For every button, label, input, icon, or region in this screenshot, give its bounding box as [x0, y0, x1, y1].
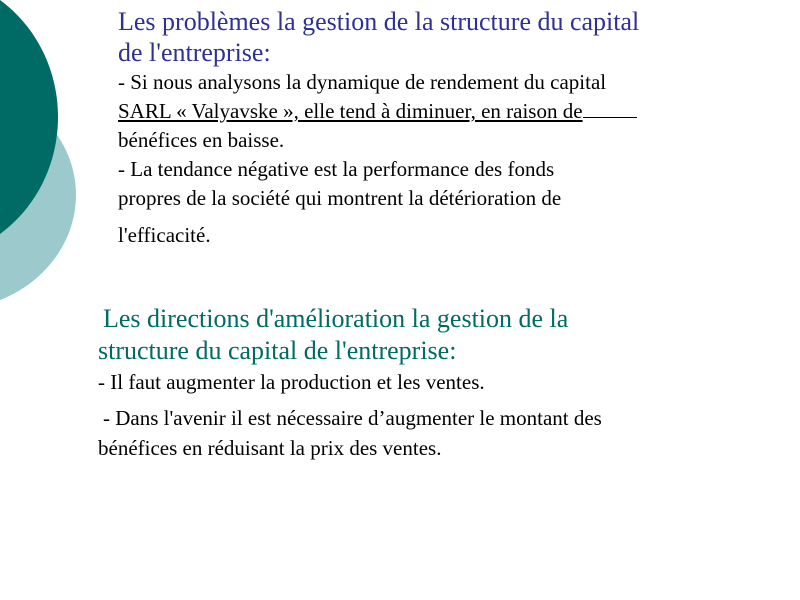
problems-title-line1: Les problèmes la gestion de la structure du capital: [118, 7, 640, 36]
problems-title: [118, 6, 768, 68]
problems-line2-wrap: [118, 97, 768, 126]
problems-line5: propres de la société qui montrent la détérioration de: [118, 186, 562, 210]
problems-line1: - Si nous analysons la dynamique de rendement du capital: [118, 70, 607, 94]
line-gap: [118, 213, 768, 221]
directions-title-line1: Les directions d'amélioration la gestion de la: [103, 304, 569, 333]
underline-tail: [583, 117, 637, 118]
directions-title-line2: structure du capital de l'entreprise:: [98, 336, 457, 365]
directions-section: [98, 303, 758, 463]
problems-body: [118, 68, 768, 250]
directions-item2-line2: bénéfices en réduisant la prix des ventes.: [98, 436, 442, 460]
problems-section: [118, 6, 768, 250]
directions-item1: - Il faut augmenter la production et les ventes.: [98, 370, 485, 394]
problems-line3: bénéfices en baisse.: [118, 128, 285, 152]
problems-title-line2: de l'entreprise:: [118, 38, 271, 67]
problems-line6: l'efficacité.: [118, 223, 211, 247]
problems-line2: SARL « Valyavske », elle tend à diminuer, en raison de: [118, 99, 583, 123]
directions-item2-line1: - Dans l'avenir il est nécessaire d’augmenter le montant des: [103, 406, 602, 430]
problems-line4: - La tendance négative est la performance des fonds: [118, 157, 555, 181]
